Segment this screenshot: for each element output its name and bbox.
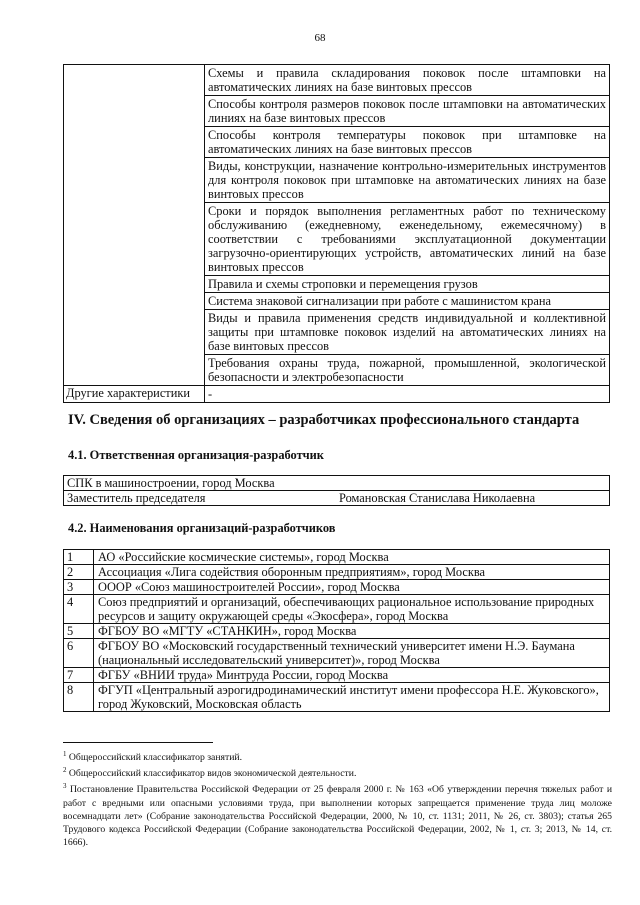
table-cell-text: Система знаковой сигнализации при работе с машинистом крана bbox=[205, 293, 610, 310]
row-number: 8 bbox=[64, 683, 94, 712]
org-name: АО «Российские космические системы», город Москва bbox=[94, 550, 610, 565]
table-row bbox=[64, 683, 610, 712]
footnote bbox=[63, 748, 612, 764]
table-row-other bbox=[64, 386, 610, 403]
org-name: ФГБУ «ВНИИ труда» Минтруда России, город Москва bbox=[94, 668, 610, 683]
footnote-text: Постановление Правительства Российской Федерации от 25 февраля 2000 г. № 163 «Об утверждении перечня тяжелых работ и работ с вредными или опасными условиями труда, при выполнении которых запрещается применение труда лиц моложе восемнадцати лет» (Собрание законодательства Российской Федерации, 2000, № 10, ст. 1131; 2011, № 26, ст. 3803); статья 265 Трудового кодекса Российской Федерации (Собрание законодательства Российской Федерации, 2002, № 1, ст. 3; 2013, № 14, ст. 1666). bbox=[63, 784, 612, 848]
responsible-person: Романовская Станислава Николаевна bbox=[336, 491, 610, 506]
table-row bbox=[64, 65, 610, 96]
row-number: 4 bbox=[64, 595, 94, 624]
footnote-mark: 3 bbox=[63, 782, 67, 791]
table-cell-text: Правила и схемы строповки и перемещения грузов bbox=[205, 276, 610, 293]
table-cell-text: Сроки и порядок выполнения регламентных работ по техническому обслуживанию (ежедневному, еженедельному, ежемесячному) в соответствии с требованиями эксплуатационной документации загрузочно-ориентирующих устройств, автоматических линий на базе винтовых прессов bbox=[205, 203, 610, 276]
table-cell-text: Способы контроля размеров поковок после штамповки на автоматических линиях на базе винтовых прессов bbox=[205, 96, 610, 127]
section-heading: IV. Сведения об организациях – разработчиках профессионального стандарта bbox=[68, 412, 580, 428]
footnote-mark: 2 bbox=[63, 766, 67, 775]
table-cell-text: Виды и правила применения средств индивидуальной и коллективной защиты при штамповке поковок изделий на автоматических линиях на базе винтовых прессов bbox=[205, 310, 610, 355]
table-row bbox=[64, 595, 610, 624]
footnote-text: Общероссийский классификатор видов экономической деятельности. bbox=[68, 768, 357, 780]
footnote-mark: 1 bbox=[63, 750, 67, 758]
org-name: ФГУП «Центральный аэрогидродинамический институт имени профессора Н.Е. Жуковского», город Жуковский, Московская область bbox=[94, 683, 610, 712]
table-row bbox=[64, 491, 610, 506]
table-cell-text: Схемы и правила складирования поковок после штамповки на автоматических линиях на базе винтовых прессов bbox=[205, 65, 610, 96]
table-cell-text: Требования охраны труда, пожарной, промышленной, экологической безопасности и электробезопасности bbox=[205, 355, 610, 386]
table-row bbox=[64, 668, 610, 683]
table-row bbox=[64, 580, 610, 595]
row-number: 6 bbox=[64, 639, 94, 668]
responsible-position: Заместитель председателя bbox=[64, 491, 337, 506]
footnote-text: Общероссийский классификатор занятий. bbox=[68, 752, 243, 764]
table-row bbox=[64, 639, 610, 668]
table-cell-text: Способы контроля температуры поковок при штамповке на автоматических линиях на базе винтовых прессов bbox=[205, 127, 610, 158]
other-characteristics-value: - bbox=[205, 386, 610, 403]
developer-orgs-table bbox=[63, 549, 610, 712]
org-name: ФГБОУ ВО «Московский государственный технический университет имени Н.Э. Баумана (национальный исследовательский университет)», город Москва bbox=[94, 639, 610, 668]
footnote bbox=[63, 764, 612, 780]
footnote-separator bbox=[63, 742, 213, 743]
responsible-org-table bbox=[63, 475, 610, 506]
other-characteristics-label: Другие характеристики bbox=[64, 386, 205, 403]
table-cell-label bbox=[64, 65, 205, 386]
table-cell-text: Виды, конструкции, назначение контрольно-измерительных инструментов для контроля поковок при штамповке на автоматических линиях на базе винтовых прессов bbox=[205, 158, 610, 203]
org-name: Ассоциация «Лига содействия оборонным предприятиям», город Москва bbox=[94, 565, 610, 580]
knowledge-table bbox=[63, 64, 610, 403]
responsible-org-heading: 4.1. Ответственная организация-разработчик bbox=[68, 448, 324, 462]
footnote bbox=[63, 780, 612, 848]
org-name: ОООР «Союз машиностроителей России», город Москва bbox=[94, 580, 610, 595]
page-number: 68 bbox=[314, 32, 326, 44]
row-number: 7 bbox=[64, 668, 94, 683]
table-row bbox=[64, 565, 610, 580]
table-row bbox=[64, 624, 610, 639]
row-number: 5 bbox=[64, 624, 94, 639]
org-name: ФГБОУ ВО «МГТУ «СТАНКИН», город Москва bbox=[94, 624, 610, 639]
developer-orgs-heading: 4.2. Наименования организаций-разработчиков bbox=[68, 521, 336, 535]
footnotes bbox=[63, 748, 612, 849]
row-number: 1 bbox=[64, 550, 94, 565]
responsible-org-name: СПК в машиностроении, город Москва bbox=[64, 476, 610, 491]
table-row bbox=[64, 550, 610, 565]
org-name: Союз предприятий и организаций, обеспечивающих рациональное использование природных ресурсов и защиту окружающей среды «Экосфера», город Москва bbox=[94, 595, 610, 624]
row-number: 3 bbox=[64, 580, 94, 595]
table-row bbox=[64, 476, 610, 491]
row-number: 2 bbox=[64, 565, 94, 580]
